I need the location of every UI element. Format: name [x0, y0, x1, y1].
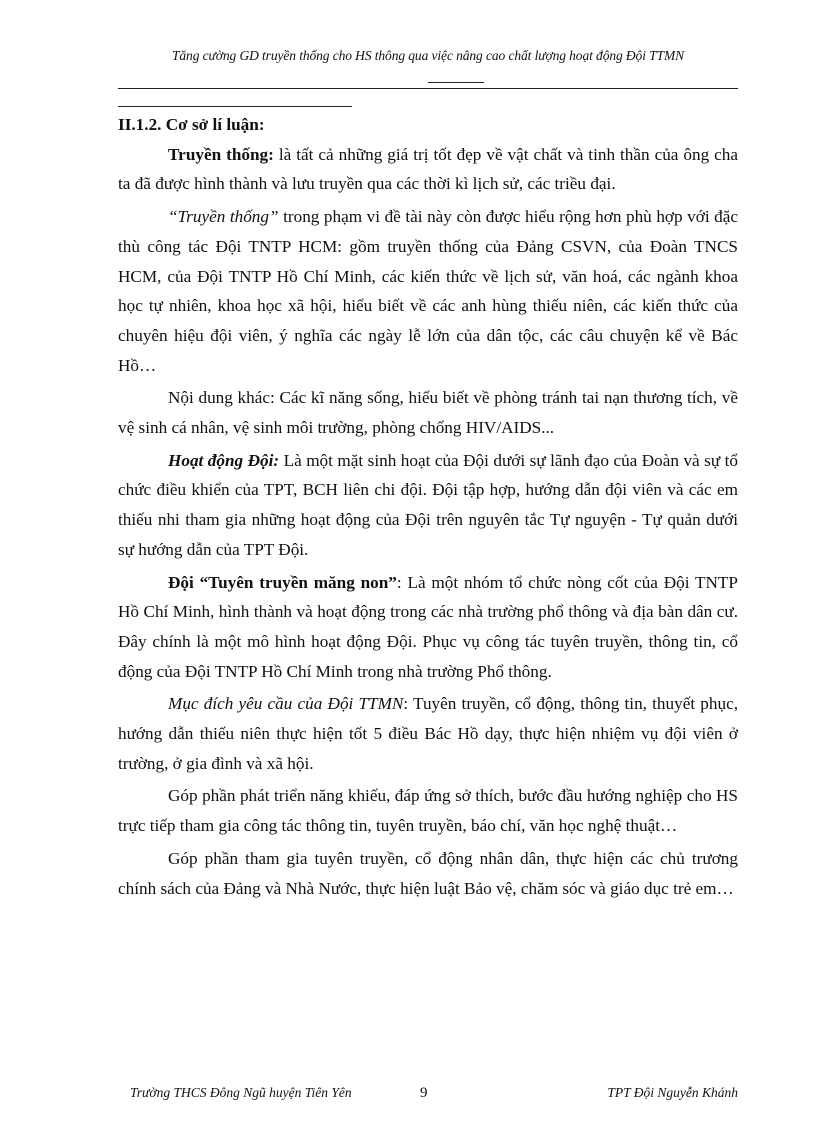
- term-muc-dich: Mục đích yêu cầu của Đội TTMN: [168, 694, 404, 714]
- paragraph-hoat-dong-doi: [118, 446, 738, 565]
- paragraph-text: trong phạm vi đề tài này còn được hiểu rộng hơn phù hợp với đặc thù công tác Đội TNTP HCM: gồm truyền thống của Đảng CSVN, của Đoàn TNCS HCM, của Đội TNTP Hồ Chí Minh, các kiến thức về lịch sử, văn hoá, các ngành khoa học tự nhiên, khoa học xã hội, hiểu biết về các anh hùng thiếu niên, các kiến thức của chuyên hiệu đội viên, ý nghĩa các ngày lễ lớn của dân tộc, các câu chuyện kể về Bác Hồ…: [118, 207, 738, 375]
- paragraph-muc-dich: [118, 689, 738, 778]
- paragraph-text: là tất cả những giá trị tốt đẹp về vật chất và tinh thần của ông cha ta đã được hình thành và lưu truyền qua các thời kì lịch sử, các triều đại.: [118, 144, 738, 194]
- footer-school: Trường THCS Đông Ngũ huyện Tiên Yên: [130, 1085, 352, 1100]
- running-header: Tăng cường GD truyền thống cho HS thông qua việc nâng cao chất lượng hoạt động Đội TTMN: [171, 48, 685, 63]
- page-body: [118, 110, 738, 906]
- term-truyen-thong: Truyền thống:: [168, 144, 274, 164]
- header-rule: [118, 88, 738, 89]
- page-number: 9: [420, 1085, 428, 1101]
- header-short-rule: [428, 82, 484, 83]
- paragraph-truyen-thong: [118, 140, 738, 199]
- paragraph-text: Là một mặt sinh hoạt của Đội dưới sự lãnh đạo của Đoàn và sự tổ chức điều khiển của TPT, BCH liên chi đội. Đội tập hợp, hướng dẫn đội viên và các em thiếu nhi tham gia những hoạt động của Đội trên nguyên tắc Tự nguyện - Tự quản dưới sự hướng dẫn của TPT Đội.: [118, 450, 738, 559]
- term-truyen-thong-quoted: “Truyền thống”: [168, 207, 279, 227]
- term-hoat-dong-doi: Hoạt động Đội:: [168, 450, 280, 470]
- paragraph-nang-khieu: Góp phần phát triển năng khiếu, đáp ứng sở thích, bước đầu hướng nghiệp cho HS trực tiếp tham gia công tác thông tin, tuyên truyền, báo chí, văn học nghệ thuật…: [118, 786, 738, 836]
- paragraph-noi-dung-khac: Nội dung khác: Các kĩ năng sống, hiểu biết về phòng tránh tai nạn thương tích, về vệ sinh cá nhân, vệ sinh môi trường, phòng chống HIV/AIDS...: [118, 388, 738, 438]
- section-heading: II.1.2. Cơ sở lí luận:: [118, 115, 265, 134]
- term-doi-ttmn: Đội “Tuyên truyền măng non”: [168, 572, 397, 592]
- paragraph-doi-ttmn: [118, 568, 738, 687]
- paragraph-text: : Tuyên truyền, cổ động, thông tin, thuyết phục, hướng dẫn thiếu niên thực hiện tốt 5 điều Bác Hồ dạy, thực hiện nhiệm vụ đội viên ở trường, ở gia đình và xã hội.: [118, 694, 738, 773]
- paragraph-truyen-thong-scope: [118, 202, 738, 380]
- section-rule: [118, 106, 352, 107]
- paragraph-tuyen-truyen: Góp phần tham gia tuyên truyền, cổ động nhân dân, thực hiện các chủ trương chính sách của Đảng và Nhà Nước, thực hiện luật Bảo vệ, chăm sóc và giáo dục trẻ em…: [118, 848, 738, 898]
- footer-author: TPT Đội Nguyễn Khánh: [607, 1085, 738, 1100]
- paragraph-text: : Là một nhóm tổ chức nòng cốt của Đội TNTP Hồ Chí Minh, hình thành và hoạt động trong các nhà trường phổ thông và địa bàn dân cư. Đây chính là một mô hình hoạt động Đội. Phục vụ công tác tuyên truyền, thông tin, cổ động của Đội TNTP Hồ Chí Minh trong nhà trường Phổ thông.: [118, 572, 738, 681]
